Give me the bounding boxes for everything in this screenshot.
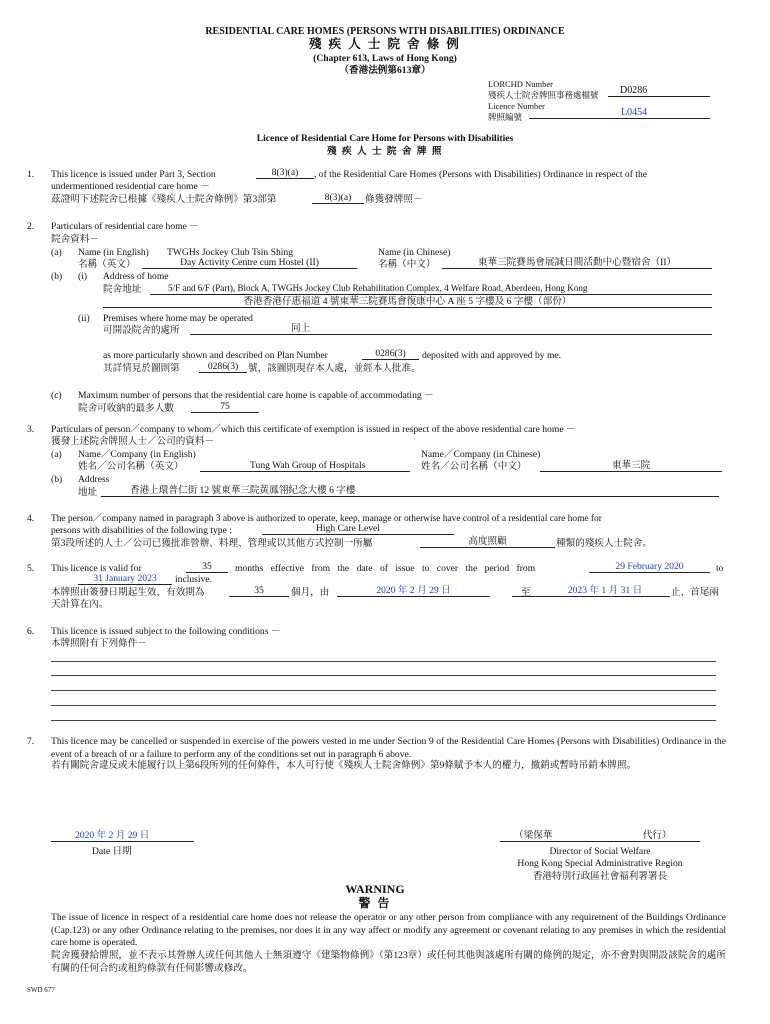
s1-text-zh-a: 茲證明下述院舍已根據《殘疾人士院舍條例》第3部第: [51, 194, 277, 205]
s2-plan-en-a: as more particularly shown and described on Plan Number: [103, 350, 328, 361]
section-3-number: 3.: [27, 424, 35, 435]
s2-max-value: 75: [191, 401, 259, 413]
s7-text-en: This licence may be cancelled or suspended in exercise of the powers vested in me under Section 9 of the Residential Care Homes (Persons with Disabilities) Ordinance in the event of a breach of or a failure to perform any of the conditions set out in paragraph 6 above.: [51, 736, 726, 760]
section-1-number: 1.: [27, 169, 35, 180]
s2-name-en-line1: TWGHs Jockey Club Tsin Shing: [167, 247, 294, 258]
s2-b-label: (b): [51, 271, 63, 282]
warning-title-en: WARNING: [345, 882, 405, 896]
date-label: Date 日期: [92, 846, 132, 857]
date-value: 2020 年 2 月 29 日: [51, 830, 194, 842]
s2-b-i-label: (i): [78, 271, 88, 282]
s6-text-zh: 本牌照附有下列條件－: [51, 638, 147, 649]
s7-text-zh: 若有關院舍違反或未能履行以上第6段所列的任何條件，本人可行使《殘疾人士院舍條例》第9條賦予本人的權力，撤銷或暫時吊銷本牌照。: [51, 760, 637, 771]
s5-from-date-zh: 2020 年 2 月 29 日: [337, 585, 490, 597]
signer-name: （梁保華: [514, 830, 553, 841]
signer-title-1: Director of Social Welfare: [549, 846, 651, 857]
lorchd-number: D0286: [608, 85, 710, 97]
s4-text-en-a: The person／company named in paragraph 3 above is authorized to operate, keep, manage or otherwise have control of a residential care home for: [51, 514, 602, 524]
s5-to-date-zh: 2023 年 1 月 31 日: [512, 585, 670, 597]
s5-to-date-en: 31 January 2023: [78, 573, 172, 585]
s2-premises-value: 同上: [190, 323, 712, 335]
s2-address-label-en: Address of home: [103, 271, 169, 282]
s2-name-zh-value: 東華三院賽馬會展誠日間活動中心暨宿舍（II）: [442, 257, 712, 269]
s4-text-en-b: persons with disabilities of the following type :: [51, 525, 232, 536]
s6-text-en: This licence is issued subject to the following conditions －: [51, 626, 281, 637]
chapter-en: (Chapter 613, Laws of Hong Kong): [313, 53, 457, 64]
s1-text-a: This licence is issued under Part 3, Section: [51, 169, 216, 180]
s2-address-label-zh: 院舍地址: [103, 284, 142, 295]
s2-name-zh-label-zh: 名稱（中文）: [378, 259, 436, 270]
condition-line-4: [51, 705, 716, 706]
s3-name-en-label: Name／Company (in English): [78, 449, 196, 460]
s3-intro-zh: 獲發上述院舍牌照人士／公司的資料－: [51, 436, 215, 447]
s1-text-zh-b: 條獲發牌照－: [365, 194, 423, 205]
section-5-number: 5.: [27, 563, 35, 574]
s1-section-value: 8(3)(a): [256, 167, 314, 179]
s3-address-label-zh: 地址: [78, 487, 98, 498]
s2-name-en-label-zh: 名稱（英文）: [78, 259, 136, 270]
s5-months-value: 35: [186, 561, 228, 573]
licence-title-en: Licence of Residential Care Home for Persons with Disabilities: [256, 133, 514, 144]
condition-line-2: [51, 675, 716, 676]
warning-text-en: The issue of licence in respect of a residential care home does not release the operator or any other person from compliance with any requirement of the Buildings Ordinance (Cap.123) or any other Ordinance relating to the premises, nor does it in any way affect or modify any agreement or covenant relating to any premises in which the residential care home is operated.: [51, 912, 726, 948]
s5-text-zh-c: 至: [521, 587, 531, 598]
s1-section-value-zh: 8(3)(a): [312, 192, 364, 204]
condition-line-1: [51, 661, 716, 662]
s5-text-zh-a: 本牌照由簽發日期起生效，有效期為: [51, 587, 205, 598]
warning-title-zh: 警 告: [358, 896, 392, 910]
s5-text-en-a: This licence is valid for: [51, 563, 142, 574]
s2-plan-number: 0286(3): [362, 348, 419, 360]
lorchd-label-zh: 殘疾人士院舍牌照事務處檔號: [488, 90, 599, 100]
signer-role: 代行）: [642, 830, 672, 841]
s4-text-zh-b: 種類的殘疾人士院舍。: [556, 538, 652, 549]
licence-title-zh: 殘 疾 人 士 院 舍 牌 照: [326, 146, 444, 157]
signature-line: [500, 830, 700, 842]
s5-text-en-d: inclusive.: [175, 574, 213, 585]
section-6-number: 6.: [27, 626, 35, 637]
s2-name-zh-label: Name (in Chinese): [378, 247, 451, 258]
s2-b-ii-label: (ii): [78, 313, 90, 324]
section-7-number: 7.: [27, 736, 35, 747]
s5-months-value-zh: 35: [229, 585, 289, 597]
s2-name-en-label: Name (in English): [78, 247, 149, 258]
lorchd-label-en: LORCHD Number: [488, 79, 553, 89]
s3-name-en-value: Tung Wah Group of Hospitals: [200, 460, 410, 472]
s3-name-zh-label-zh: 姓名／公司名稱（中文）: [421, 461, 527, 472]
s2-max-en: Maximum number of persons that the residential care home is capable of accommodating －: [78, 390, 434, 401]
s3-name-zh-value: 東華三院: [540, 460, 722, 472]
ordinance-title-zh: 殘 疾 人 士 院 舍 條 例: [309, 37, 461, 51]
s4-text-zh-a: 第3段所述的人士／公司已獲批准營辦、料理、管理或以其他方式控制一所屬: [51, 538, 373, 549]
ordinance-title-en: RESIDENTIAL CARE HOMES (PERSONS WITH DISABILITIES) ORDINANCE: [205, 26, 565, 37]
s2-max-zh: 院舍可收納的最多人數: [78, 403, 174, 414]
s4-type-en: High Care Level: [262, 523, 454, 535]
section-4-number: 4.: [27, 513, 35, 524]
s2-c-label: (c): [51, 390, 62, 401]
s3-a-label: (a): [51, 449, 62, 460]
condition-line-3: [51, 690, 716, 691]
s5-text-zh-e: 天計算在內。: [51, 599, 109, 610]
s1-text-c: undermentioned residential care home －: [51, 181, 210, 192]
s5-text-zh-b: 個月，由: [291, 587, 330, 598]
signer-title-2: Hong Kong Special Administrative Region: [517, 858, 683, 869]
s4-type-zh: 高度照顧: [420, 536, 555, 548]
s3-address-label-en: Address: [78, 474, 110, 485]
condition-line-5: [51, 720, 716, 721]
s2-premises-en: Premises where home may be operated: [103, 313, 253, 324]
licence-label-zh: 牌照編號: [488, 112, 523, 122]
s2-address-zh: 香港香港仔惠福道 4 號東華三院賽馬會復康中心 A 座 5 字樓及 6 字樓（部份）: [103, 296, 712, 308]
s5-from-date-en: 29 February 2020: [589, 561, 710, 573]
chapter-zh: （香港法例第613章）: [339, 65, 431, 76]
s1-text-b: , of the Residential Care Homes (Persons with Disabilities) Ordinance in respect of the: [314, 169, 648, 180]
s2-intro-en: Particulars of residential care home －: [51, 221, 199, 232]
warning-text-zh: 院舍獲發給牌照，並不表示其營辦人或任何其他人士無須遵守《建築物條例》（第123章）或任何其他與該處所有關的條例的規定，亦不會對與開設該院舍的處所有關的任何合約或租約條款有任何影響或修改。: [51, 950, 726, 974]
s2-address-en: 5/F and 6/F (Part), Block A, TWGHs Jockey Club Rehabilitation Complex, 4 Welfare Road, Aberdeen, Hong Kong: [150, 283, 712, 295]
s2-premises-zh: 可開設院舍的處所: [103, 325, 180, 336]
s5-text-en-b: months effective from the date of issue to cover the period from: [235, 563, 536, 574]
section-2-number: 2.: [27, 221, 35, 232]
form-code: SWD 677: [27, 986, 55, 994]
s3-name-en-label-zh: 姓名／公司名稱（英文）: [78, 461, 184, 472]
licence-label-en: Licence Number: [488, 101, 545, 111]
s5-text-zh-d: 止，首尾兩: [671, 587, 719, 598]
licence-number: L0454: [529, 107, 710, 119]
s2-name-en-line2: Day Activity Centre cum Hostel (II): [142, 257, 357, 269]
s2-a-label: (a): [51, 247, 62, 258]
s2-plan-number-zh: 0286(3): [199, 361, 247, 373]
signer-title-3: 香港特別行政區社會福利署署長: [532, 871, 668, 882]
s3-address-value: 香港上環普仁街 12 號東華三院黃鳳翎紀念大樓 6 字樓: [101, 485, 719, 497]
s2-plan-en-b: deposited with and approved by me.: [422, 350, 562, 361]
s2-intro-zh: 院舍資料－: [51, 234, 99, 245]
s5-text-en-c: to: [716, 563, 724, 574]
s3-b-label: (b): [51, 474, 63, 485]
s3-intro-en: Particulars of person／company to whom／which this certificate of exemption is issued in respect of the above residential care home －: [51, 424, 576, 435]
s3-name-zh-label: Name／Company (in Chinese): [421, 449, 541, 460]
s2-plan-zh-a: 其詳情見於圖則第: [103, 363, 180, 374]
s2-plan-zh-b: 號，該圖則現存本人處，並經本人批准。: [248, 363, 421, 374]
